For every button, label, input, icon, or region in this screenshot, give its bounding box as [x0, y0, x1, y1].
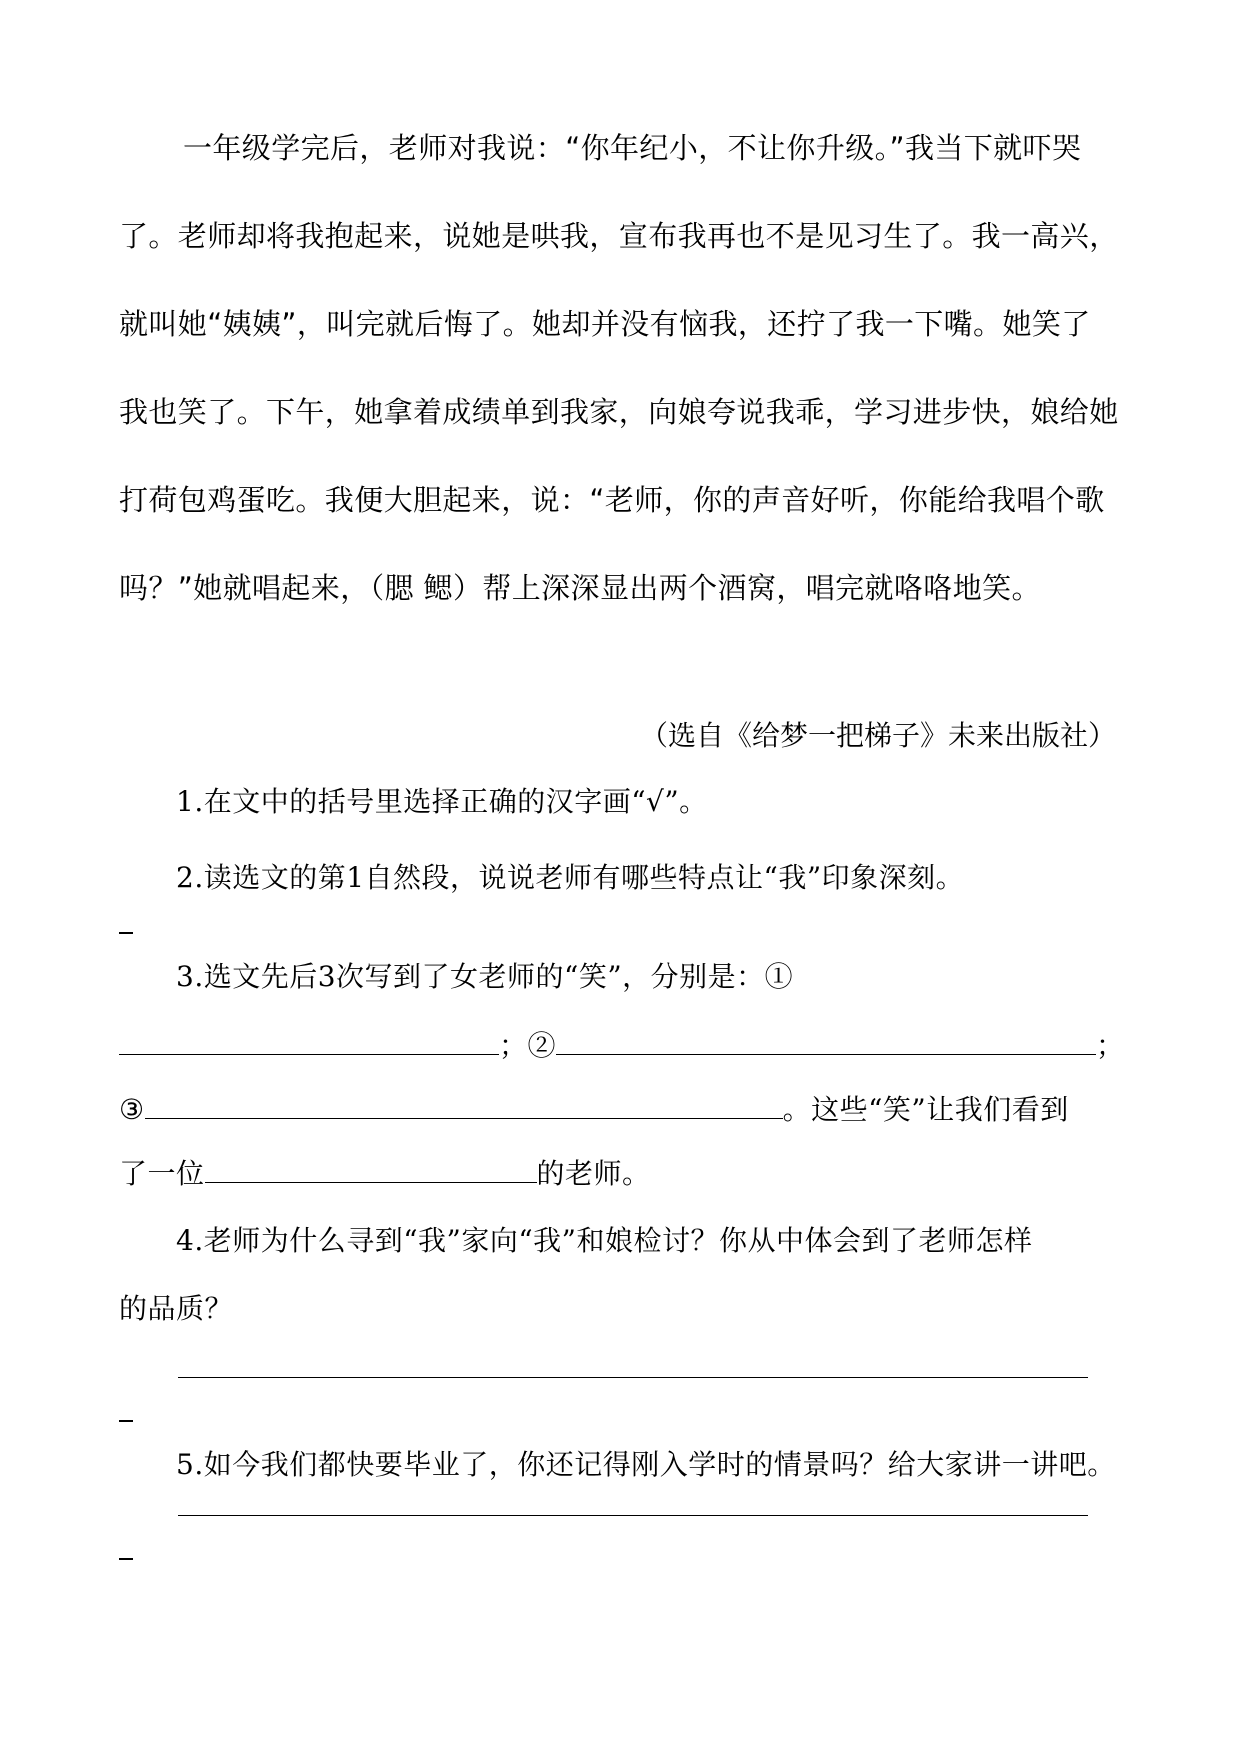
q3-suffix-text: 的老师。 — [536, 1157, 651, 1190]
answer-line-q4-end — [119, 1420, 133, 1422]
q3-separator-end: ； — [1096, 1029, 1125, 1062]
q3-tail-text: 。这些“笑”让我们看到 — [782, 1093, 1069, 1126]
answer-blank-smile-1[interactable] — [119, 1024, 499, 1055]
answer-blank-smile-3[interactable] — [145, 1088, 783, 1119]
q3-circled-3: ③ — [119, 1093, 145, 1126]
question-2: 2.读选文的第1自然段，说说老师有哪些特点让“我”印象深刻。 — [176, 861, 965, 894]
passage-line-5: 打荷包鸡蛋吃。我便大胆起来，说：“老师，你的声音好听，你能给我唱个歌 — [119, 483, 1105, 517]
q3-prefix-text: 了一位 — [119, 1157, 205, 1190]
answer-line-q4[interactable] — [178, 1377, 1088, 1378]
answer-blank-smile-2b[interactable] — [886, 1024, 1096, 1055]
passage-line-1: 一年级学完后，老师对我说：“你年纪小，不让你升级。”我当下就吓哭 — [183, 131, 1082, 165]
question-1: 1.在文中的括号里选择正确的汉字画“√”。 — [176, 785, 708, 818]
answer-line-q5[interactable] — [178, 1515, 1088, 1516]
answer-blank-smile-2a[interactable] — [556, 1024, 886, 1055]
question-4-line-1: 4.老师为什么寻到“我”家向“我”和娘检讨？你从中体会到了老师怎样 — [176, 1224, 1033, 1257]
question-3-row-2 — [119, 1088, 1069, 1130]
question-4-line-2: 的品质？ — [119, 1292, 234, 1325]
answer-line-q2[interactable] — [119, 932, 133, 934]
question-3: 3.选文先后3次写到了女老师的“笑”，分别是：① — [176, 960, 794, 993]
passage-line-3: 就叫她“姨姨”，叫完就后悔了。她却并没有恼我，还拧了我一下嘴。她笑了 — [119, 307, 1091, 341]
question-3-row-1 — [119, 1024, 1125, 1066]
passage-line-6: 吗？”她就唱起来，（腮 鳃）帮上深深显出两个酒窝，唱完就咯咯地笑。 — [119, 571, 1041, 605]
question-3-row-3 — [119, 1152, 651, 1194]
passage-line-2: 了。老师却将我抱起来，说她是哄我，宣布我再也不是见习生了。我一高兴， — [119, 219, 1119, 253]
passage-source: （选自《给梦一把梯子》未来出版社） — [639, 719, 1116, 752]
question-5: 5.如今我们都快要毕业了，你还记得刚入学时的情景吗？给大家讲一讲吧。 — [176, 1448, 1116, 1481]
answer-blank-teacher-quality[interactable] — [205, 1152, 537, 1183]
q3-separator-2: ；② — [499, 1029, 557, 1062]
passage-line-4: 我也笑了。下午，她拿着成绩单到我家，向娘夸说我乖，学习进步快，娘给她 — [119, 395, 1119, 429]
answer-line-q5-end — [119, 1558, 133, 1560]
